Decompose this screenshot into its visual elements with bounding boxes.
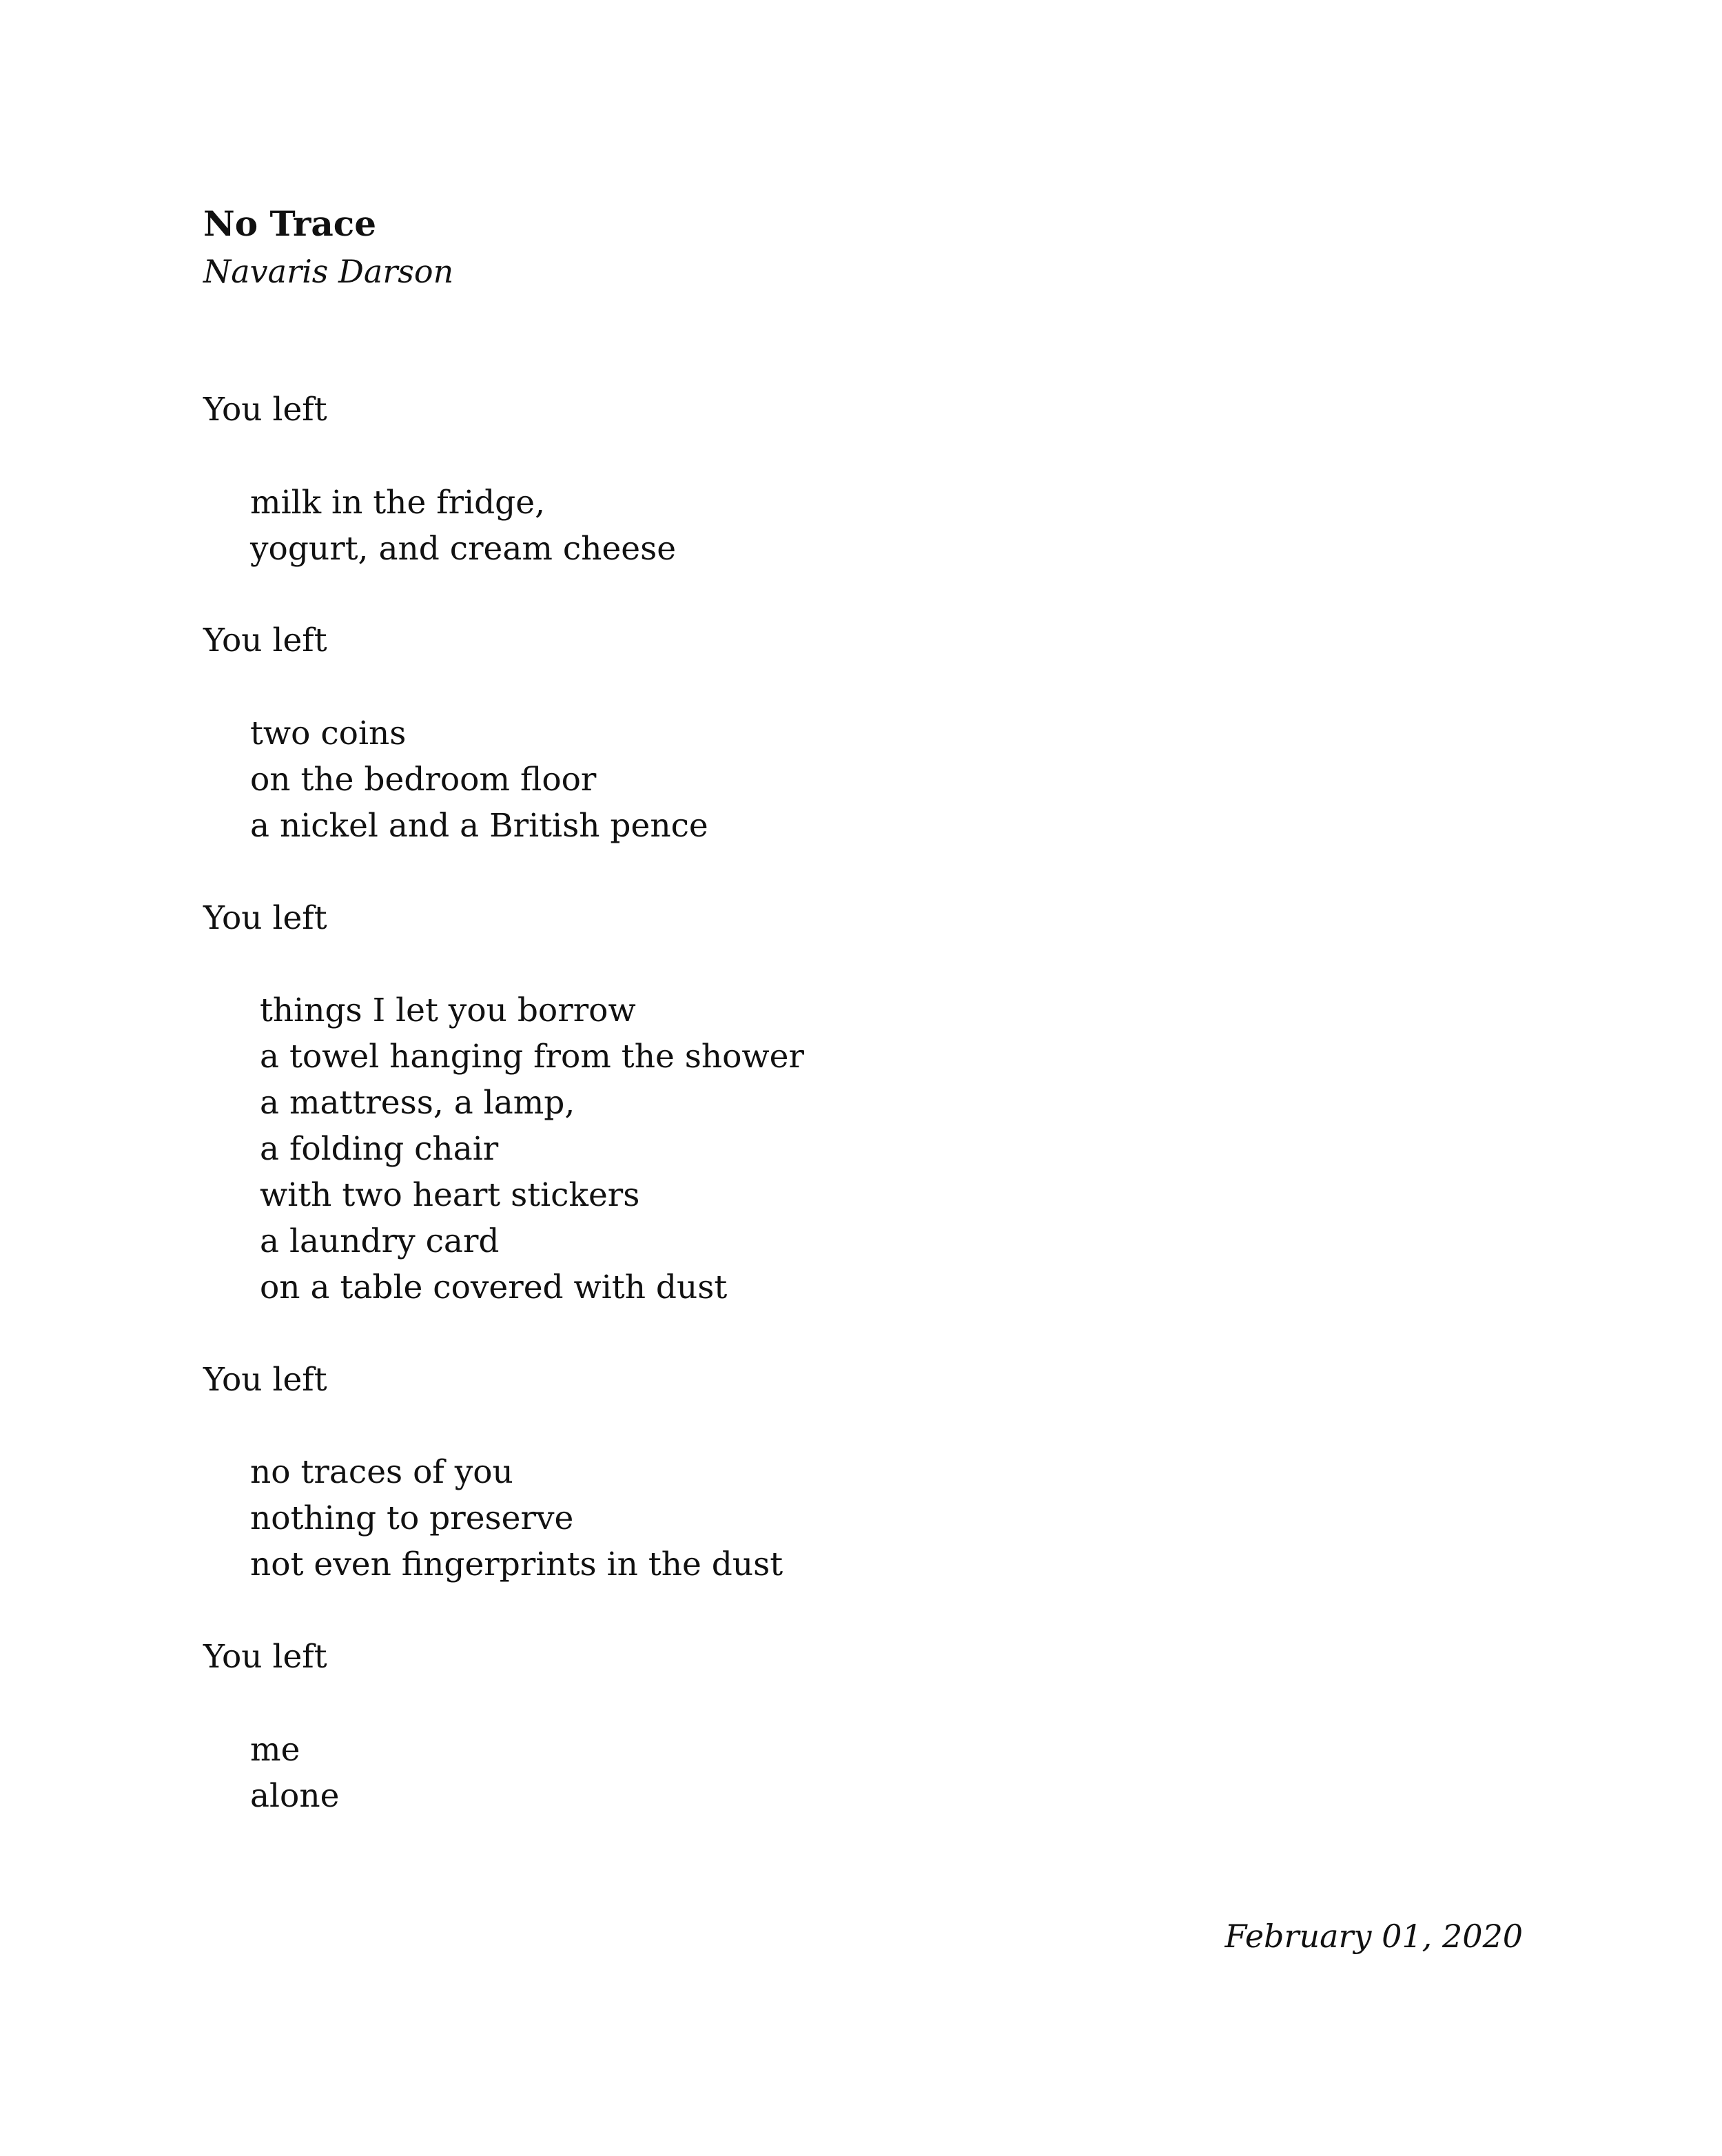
poem-line: not even fingerprints in the dust bbox=[250, 1546, 783, 1583]
poem-line: a folding chair bbox=[260, 1130, 499, 1168]
poem-line: alone bbox=[250, 1777, 340, 1815]
poem-title: No Trace bbox=[203, 203, 377, 244]
poem-line: no traces of you bbox=[250, 1453, 513, 1491]
poem-line: things I let you borrow bbox=[260, 992, 636, 1029]
poem-date: February 01, 2020 bbox=[1224, 1918, 1523, 1955]
poem-line: a mattress, a lamp, bbox=[260, 1084, 575, 1122]
stanza-refrain: You left bbox=[203, 622, 327, 659]
poem-line: a laundry card bbox=[260, 1222, 500, 1260]
poem-line: a nickel and a British pence bbox=[250, 807, 708, 845]
poem-line: on a table covered with dust bbox=[260, 1269, 728, 1306]
poem-line: milk in the fridge, bbox=[250, 484, 546, 522]
stanza-refrain: You left bbox=[203, 1638, 327, 1676]
stanza-refrain: You left bbox=[203, 1361, 327, 1399]
poem-line: me bbox=[250, 1731, 300, 1769]
poem-line: two coins bbox=[250, 715, 407, 752]
poem-line: nothing to preserve bbox=[250, 1499, 574, 1537]
poem-line: a towel hanging from the shower bbox=[260, 1038, 804, 1076]
poem-line: yogurt, and cream cheese bbox=[250, 530, 677, 568]
poem-line: on the bedroom floor bbox=[250, 761, 597, 799]
stanza-refrain: You left bbox=[203, 391, 327, 429]
poem-line: with two heart stickers bbox=[260, 1176, 640, 1214]
stanza-refrain: You left bbox=[203, 899, 327, 937]
poem-author: Navaris Darson bbox=[203, 253, 454, 290]
